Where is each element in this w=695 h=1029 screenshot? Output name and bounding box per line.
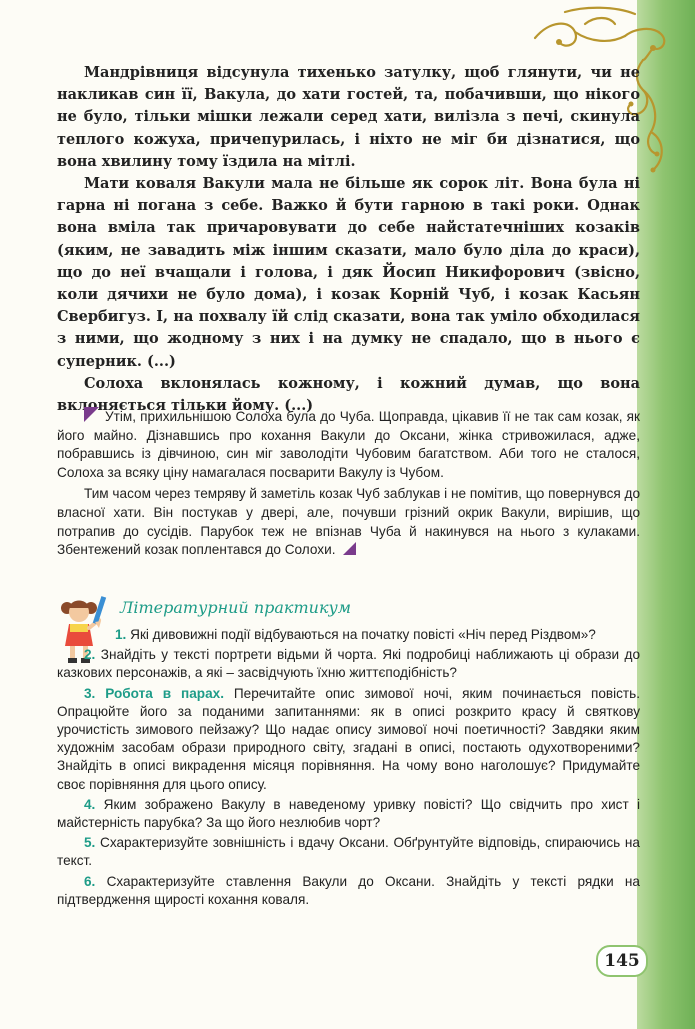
task-item bbox=[57, 646, 640, 682]
task-label: Робота в парах. bbox=[105, 685, 224, 701]
task-text: Знайдіть у тексті портрети відьми й чорта. Які подробиці наближають ці образи до казкових персонажів, а які – засвідчують їхню життєподібність? bbox=[57, 647, 640, 681]
practicum-title: Літературний практикум bbox=[120, 598, 352, 617]
task-text: Яким зображено Вакулу в наведеному уривку повісті? Що свідчить про хист і майстерність парубка? За що його незлюбив чорт? bbox=[57, 796, 640, 831]
task-number: 1. bbox=[115, 627, 127, 642]
task-item bbox=[57, 626, 640, 644]
summary-text: Тим часом через темряву й заметіль козак Чуб заблукав і не помітив, що повернувся до власної хати. Він постукав у двері, але, почувши грізний окрик Вакули, вирішив, що потрапив до сусідів. Парубок теж не впізнав Чуба й накинувся на нього з кулаками. Збентежений козак поплентався до Солохи. bbox=[57, 486, 640, 558]
task-number: 3. bbox=[84, 685, 96, 701]
task-text: Схарактеризуйте зовнішність і вдачу Оксани. Обґрунтуйте відповідь, спираючись на текст. bbox=[57, 835, 640, 869]
task-number: 4. bbox=[84, 796, 96, 812]
summary-text: Утім, прихильнішою Солоха була до Чуба. Щоправда, цікавив її не так сам козак, як його майно. Дізнавшись про кохання Вакули до Оксани, жінка стривожилася, адже, побравшись із дівчиною, син міг заволодіти Чубовим багатством. Аби того не сталося, Солоха за всяку ціну намагалася посварити Вакулу із Чубом. bbox=[57, 409, 640, 480]
end-marker-icon bbox=[343, 542, 356, 555]
story-paragraph: Солоха вклонялась кожному, і кожний думав, що вона вклоняється тільки йому. (...) bbox=[57, 374, 640, 415]
summary-paragraph bbox=[57, 407, 640, 482]
main-story-text bbox=[57, 62, 640, 417]
task-number: 5. bbox=[84, 835, 96, 851]
page-number: 145 bbox=[596, 945, 648, 977]
task-number: 2. bbox=[84, 647, 96, 663]
task-number: 6. bbox=[84, 873, 96, 889]
summary-block bbox=[57, 407, 640, 560]
task-item bbox=[57, 873, 640, 909]
story-paragraph: Мати коваля Вакули мала не більше як сорок літ. Вона була ні гарна ні погана з себе. Важко й бути гарною в такі роки. Однак вона вміла так причаровувати до себе найстатечніших козаків (яким, не завадить між іншим сказати, мало було діла до краси), що до неї вчащали і голова, і дяк Йосип Никифорович (звісно, коли дячихи не було дома), і козак Корній Чуб, і козак Касьян Свербигуз. І, на похвалу їй слід сказати, вона так уміло обходилася з ними, що жодному з них і на думку не спадало, що в нього є суперник. (...) bbox=[57, 175, 640, 370]
task-item bbox=[57, 796, 640, 832]
task-item bbox=[57, 834, 640, 870]
start-marker-icon bbox=[84, 407, 99, 422]
story-paragraph: Мандрівниця відсунула тихенько затулку, щоб глянути, чи не накликав син її, Вакула, до хати гостей, та, побачивши, що нікого не було, тільки мішки лежали серед хати, вилізла з печі, скинула теплого кожуха, причепурилась, і ніхто не міг би дізнатися, що вона хвилину тому їздила на мітлі. bbox=[57, 64, 640, 170]
task-item bbox=[57, 685, 640, 794]
task-text: Схарактеризуйте ставлення Вакули до Оксани. Знайдіть у тексті рядки на підтвердження щирості кохання коваля. bbox=[57, 873, 640, 907]
task-text: Перечитайте опис зимової ночі, яким починається повість. Опрацюйте його за поданими запитаннями: як в описі розкрито красу й святкову урочистість зимового пейзажу? Що надає опису зимової ночі поетичності? Завдяки яким художнім засобам образи природного світу, згадані в описі, постають одухотвореними? Знайдіть в описі викрадення місяця порівняння. На чому воно наголошує? Придумайте своє порівняння для цього опису. bbox=[57, 685, 641, 792]
practicum-tasks bbox=[57, 626, 640, 911]
summary-paragraph bbox=[57, 485, 640, 559]
task-text: Які дивовижні події відбуваються на початку повісті «Ніч перед Різдвом»? bbox=[130, 627, 596, 642]
